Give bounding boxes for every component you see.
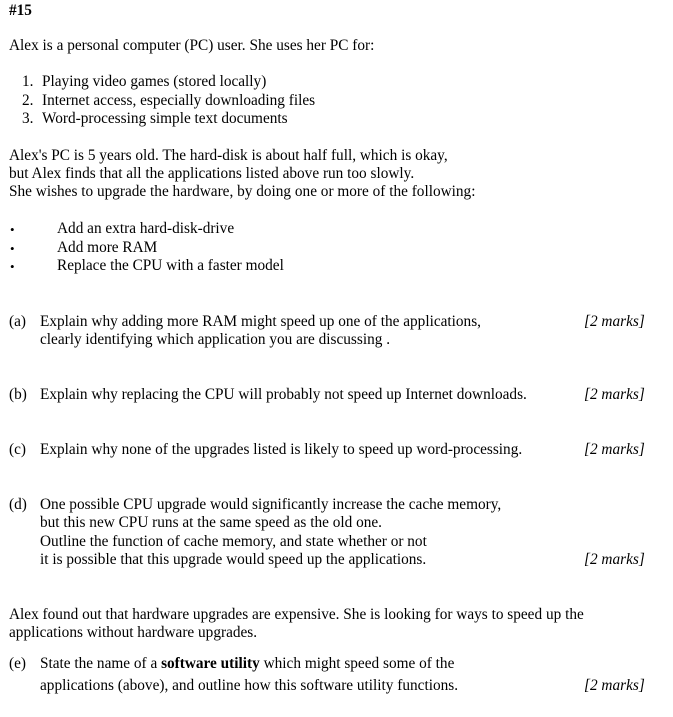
marks-a: [2 marks] <box>584 313 645 330</box>
marks-b: [2 marks] <box>584 386 645 403</box>
context-line: but Alex finds that all the applications listed above run too slowly. <box>9 165 415 182</box>
marks-c: [2 marks] <box>584 441 645 458</box>
intro-text: Alex is a personal computer (PC) user. She uses her PC for: <box>9 37 375 54</box>
question-a-line: clearly identifying which application you are discussing . <box>40 331 391 348</box>
question-e-text: State the name of a <box>40 655 162 672</box>
list-item <box>22 110 288 128</box>
list-text: Playing video games (stored locally) <box>42 73 267 90</box>
question-d-line: One possible CPU upgrade would significantly increase the cache memory, <box>40 496 502 513</box>
question-label-b: (b) <box>9 386 27 403</box>
upgrade-option: Replace the CPU with a faster model <box>57 257 284 274</box>
question-number: #15 <box>9 2 32 19</box>
list-text: Internet access, especially downloading files <box>42 92 316 109</box>
list-item <box>22 73 266 91</box>
list-number: 2. <box>22 92 34 109</box>
software-utility-term: software utility <box>161 655 260 672</box>
question-label-e: (e) <box>9 655 26 672</box>
question-c-line: Explain why none of the upgrades listed is likely to speed up word-processing. <box>40 441 523 458</box>
upgrade-option: Add an extra hard-disk-drive <box>57 220 235 237</box>
bullet-icon: • <box>10 222 15 237</box>
marks-e: [2 marks] <box>584 677 645 694</box>
question-d-line: but this new CPU runs at the same speed as the old one. <box>40 514 382 531</box>
bullet-icon: • <box>10 241 15 256</box>
marks-d: [2 marks] <box>584 551 645 568</box>
closing-line: applications without hardware upgrades. <box>9 624 258 641</box>
bullet-icon: • <box>10 259 15 274</box>
list-number: 1. <box>22 73 34 90</box>
question-label-d: (d) <box>9 496 27 513</box>
context-line: Alex's PC is 5 years old. The hard-disk is about half full, which is okay, <box>9 147 448 164</box>
upgrade-option: Add more RAM <box>57 239 158 256</box>
list-item <box>22 92 315 110</box>
question-e-line: applications (above), and outline how this software utility functions. <box>40 677 459 694</box>
question-d-line: it is possible that this upgrade would speed up the applications. <box>40 551 427 568</box>
question-d-line: Outline the function of cache memory, and state whether or not <box>40 533 427 550</box>
context-line: She wishes to upgrade the hardware, by doing one or more of the following: <box>9 183 476 200</box>
closing-line: Alex found out that hardware upgrades are expensive. She is looking for ways to speed up the <box>9 606 584 623</box>
list-number: 3. <box>22 110 34 127</box>
question-e-text: which might speed some of the <box>259 655 455 672</box>
question-b-line: Explain why replacing the CPU will probably not speed up Internet downloads. <box>40 386 527 403</box>
question-label-c: (c) <box>9 441 26 458</box>
question-label-a: (a) <box>9 313 26 330</box>
list-text: Word-processing simple text documents <box>42 110 288 127</box>
question-a-line: Explain why adding more RAM might speed up one of the applications, <box>40 313 481 330</box>
question-e-line <box>40 655 454 673</box>
